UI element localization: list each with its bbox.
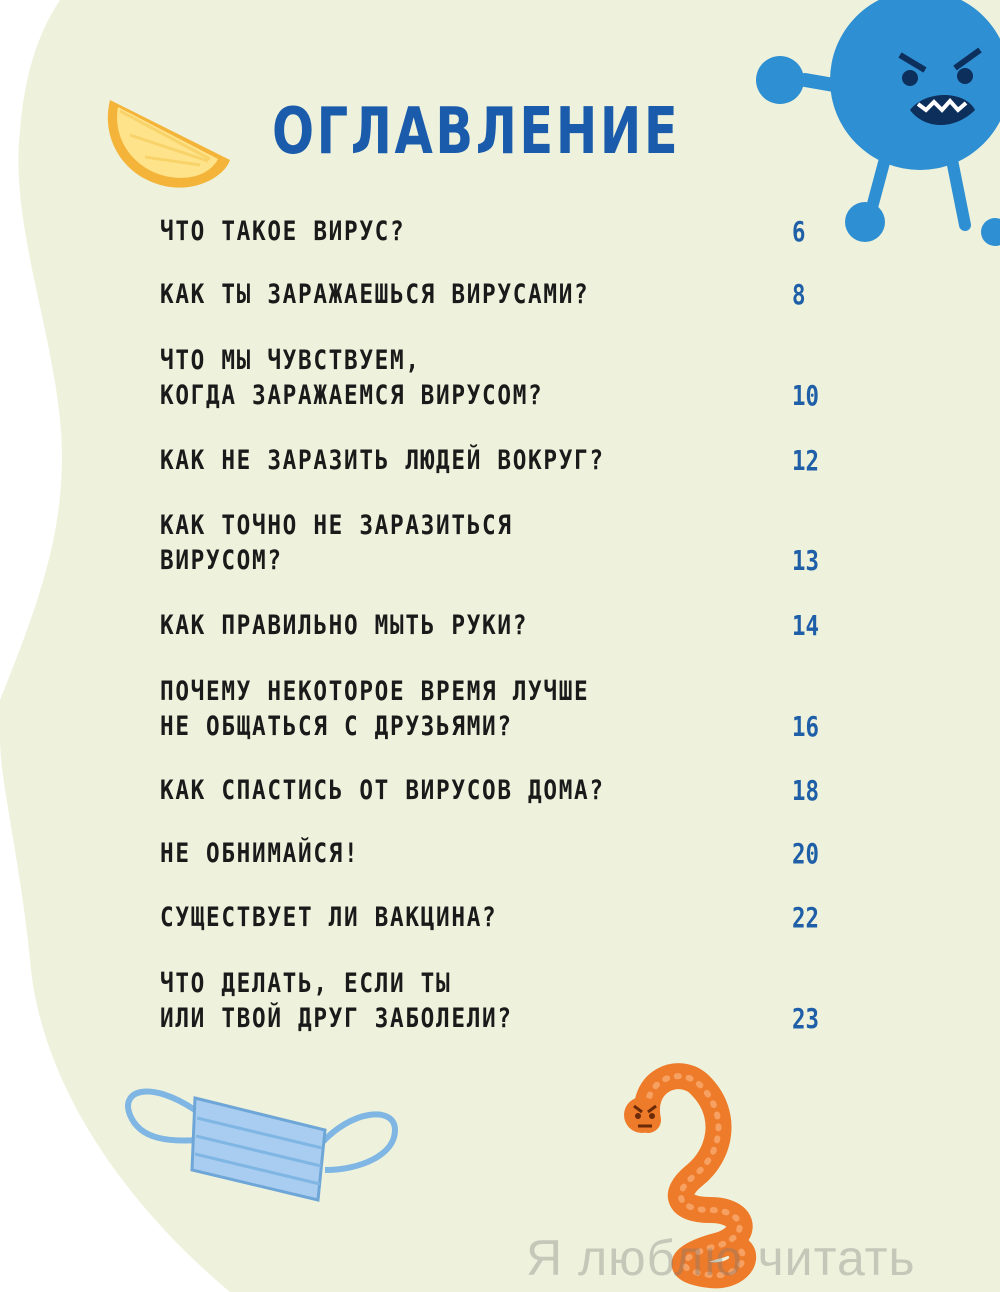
toc-entry-title: КАК ПРАВИЛЬНО МЫТЬ РУКИ?	[160, 610, 529, 641]
toc-entry-page: 8	[792, 278, 806, 311]
toc-entry-title: КАК СПАСТИСЬ ОТ ВИРУСОВ ДОМА?	[160, 775, 605, 806]
toc-entry[interactable]	[160, 508, 840, 578]
toc-entry-title: СУЩЕСТВУЕТ ЛИ ВАКЦИНА?	[160, 902, 498, 933]
toc-entry-title: ЧТО МЫ ЧУВСТВУЕМ, КОГДА ЗАРАЖАЕМСЯ ВИРУСОМ?	[160, 345, 544, 411]
toc-entry[interactable]	[160, 900, 840, 935]
toc-entry[interactable]	[160, 443, 840, 478]
toc-entry-title: ЧТО ДЕЛАТЬ, ЕСЛИ ТЫ ИЛИ ТВОЙ ДРУГ ЗАБОЛЕЛИ?	[160, 968, 513, 1034]
toc-entry-title: ПОЧЕМУ НЕКОТОРОЕ ВРЕМЯ ЛУЧШЕ НЕ ОБЩАТЬСЯ С ДРУЗЬЯМИ?	[160, 676, 590, 742]
toc-entry-page: 18	[792, 774, 819, 807]
toc-entry-page: 13	[792, 544, 819, 577]
toc-entry-page: 23	[792, 1002, 819, 1035]
toc-entry-title: НЕ ОБНИМАЙСЯ!	[160, 838, 360, 869]
toc-entry-title: КАК НЕ ЗАРАЗИТЬ ЛЮДЕЙ ВОКРУГ?	[160, 445, 605, 476]
toc-entry[interactable]	[160, 966, 840, 1036]
toc-entry-title: ЧТО ТАКОЕ ВИРУС?	[160, 216, 406, 247]
page-title: ОГЛАВЛЕНИЕ	[272, 95, 681, 169]
toc-entry[interactable]	[160, 773, 840, 808]
toc-entry-page: 14	[792, 609, 819, 642]
toc-entry-page: 20	[792, 837, 819, 870]
toc-entry-page: 10	[792, 379, 819, 412]
toc-entry-page: 22	[792, 901, 819, 934]
face-mask-icon	[120, 1070, 410, 1210]
toc-entry[interactable]	[160, 277, 840, 312]
toc-entry-title: КАК ТОЧНО НЕ ЗАРАЗИТЬСЯ ВИРУСОМ?	[160, 510, 513, 576]
toc-entry-page: 6	[792, 215, 806, 248]
toc-entry[interactable]	[160, 836, 840, 871]
toc-entry-page: 12	[792, 444, 819, 477]
toc-entry-title: КАК ТЫ ЗАРАЖАЕШЬСЯ ВИРУСАМИ?	[160, 279, 590, 310]
toc-entry[interactable]	[160, 608, 840, 643]
watermark: Я люблю читать	[526, 1230, 916, 1286]
toc-entry[interactable]	[160, 674, 840, 744]
toc-entry-page: 16	[792, 710, 819, 743]
toc-entry[interactable]	[160, 214, 840, 249]
toc-entry[interactable]	[160, 343, 840, 413]
